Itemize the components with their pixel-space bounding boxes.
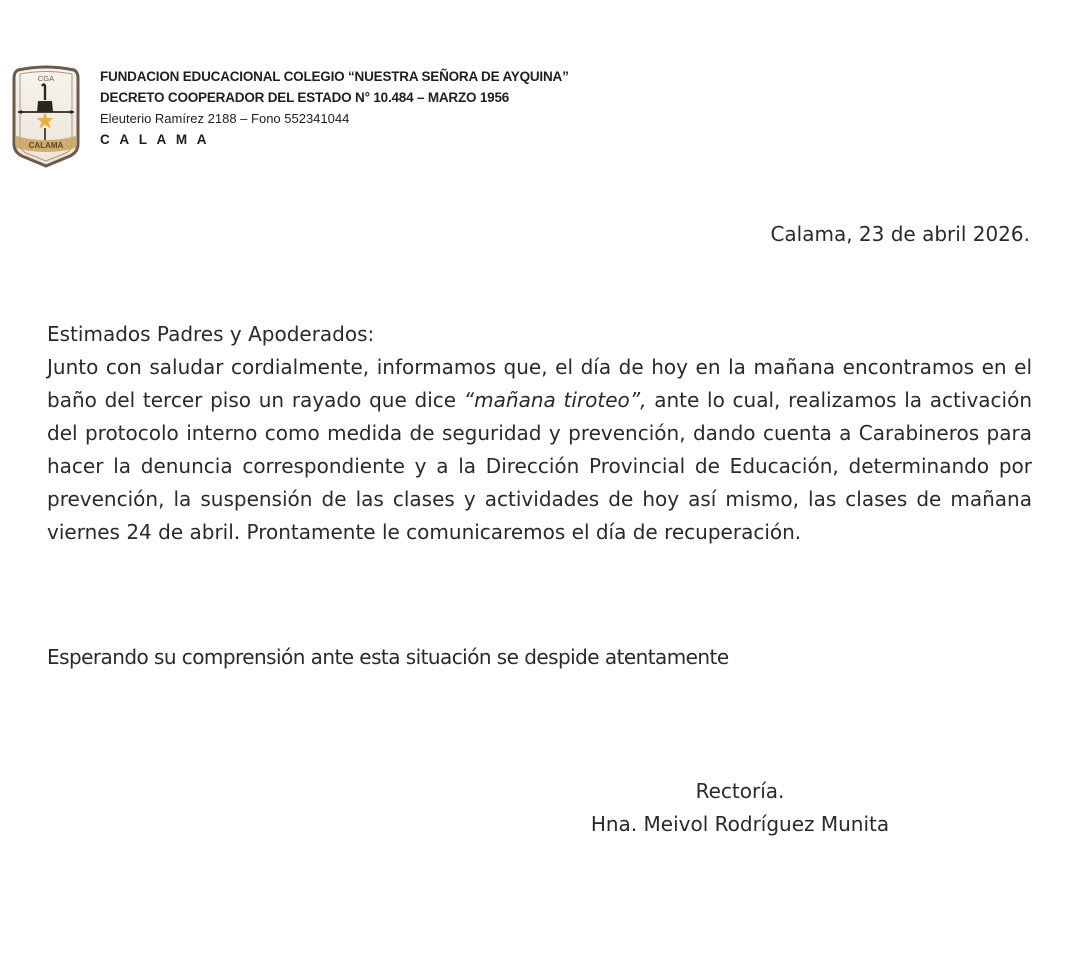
paragraph-before-quote: Junto con saludar cordialmente, informamos que, el día de hoy en la mañana encontramos en el baño del tercer piso un rayado que dice [47,355,1032,412]
decree-line: DECRETO COOPERADOR DEL ESTADO N° 10.484 – MARZO 1956 [100,90,510,105]
crest-bottom-text: CALAMA [28,141,64,150]
letterhead-text [100,66,569,150]
crest-top-text: CGA [37,74,55,83]
greeting: Estimados Padres y Apoderados: [47,322,375,346]
letter-body [47,318,1032,549]
letter-date: Calama, 23 de abril 2026. [770,222,1030,246]
quoted-graffiti: “mañana tiroteo”, [463,388,647,412]
paragraph-after-quote: ante lo cual, realizamos la activación del protocolo interno como medida de seguridad y prevención, dando cuenta a Carabineros para hacer la denuncia correspondiente y a la Dirección Provincial de Educación, determinando por prevención, la suspensión de las clases y actividades de hoy así mismo, las clases de mañana viernes 24 de abril. Prontamente le comunicaremos el día de recuperación. [47,388,1032,544]
address-line: Eleuterio Ramírez 2188 – Fono 552341044 [100,111,350,126]
institution-name: FUNDACION EDUCACIONAL COLEGIO “NUESTRA SEÑORA DE AYQUINA” [100,69,569,84]
main-paragraph [47,351,1032,549]
closing-line: Esperando su comprensión ante esta situación se despide atentamente [47,645,729,669]
letterhead [8,64,569,168]
city-line: C A L A M A [100,132,210,147]
signature-office: Rectoría. [695,779,785,803]
signature-block [540,775,940,841]
school-crest-icon [8,64,84,168]
signature-name: Hna. Meivol Rodríguez Munita [590,812,890,836]
